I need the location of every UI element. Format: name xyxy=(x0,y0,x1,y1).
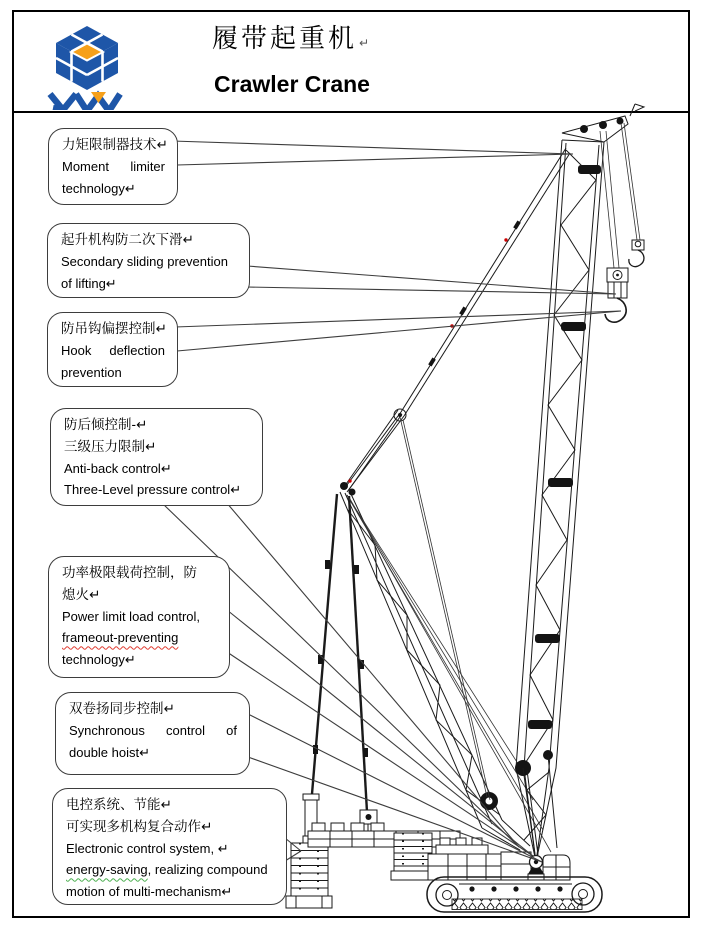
callout-text-line: 起升机构防二次下滑↵ xyxy=(61,232,194,247)
callout-text-line: technology↵ xyxy=(62,180,136,196)
callout-text-line: prevention xyxy=(61,364,122,380)
callout-text-line: motion of multi-mechanism↵ xyxy=(66,884,233,900)
crane-drawing xyxy=(286,104,644,912)
callout-text-line: double hoist↵ xyxy=(69,744,151,760)
callout-text-line: 力矩限制器技术↵ xyxy=(62,137,168,152)
callout-text-line: Electronic control system, ↵ xyxy=(66,840,229,856)
main-hook-block xyxy=(605,268,628,322)
aux-hook xyxy=(629,240,644,267)
callout-secondary-sliding-prevention xyxy=(47,223,250,298)
callout-power-limit-load-control xyxy=(48,556,230,678)
callout-leader-line xyxy=(177,154,573,165)
callout-anti-back-pressure-control xyxy=(50,408,263,506)
callout-text-line: 双卷扬同步控制↵ xyxy=(69,701,175,716)
callout-text-line: 三级压力限制↵ xyxy=(64,438,157,454)
callout-double-hoist-sync-control xyxy=(55,692,250,775)
callout-text-line: 可实现多机构复合动作↵ xyxy=(66,818,213,834)
callout-text-line: 电控系统、节能↵ xyxy=(66,797,172,812)
callout-text-line: Moment limiter xyxy=(62,158,165,174)
callout-text-line: 熄火↵ xyxy=(62,586,101,602)
main-boom xyxy=(516,140,604,862)
callout-text-line: 防后倾控制-↵ xyxy=(64,417,148,432)
boom-head xyxy=(562,104,644,142)
document-header xyxy=(12,18,572,103)
callout-hook-deflection-prevention xyxy=(47,312,178,387)
callout-leader-line xyxy=(177,311,621,351)
mast-strut xyxy=(340,409,406,496)
superlift-cables xyxy=(303,494,377,858)
callout-text-line: 功率极限载荷控制，防 xyxy=(62,565,197,580)
callout-moment-limiter xyxy=(48,128,178,205)
callout-text-line: Three-Level pressure control↵ xyxy=(64,482,242,498)
callout-text-line: of lifting↵ xyxy=(61,275,117,291)
callout-text-line: frameout-preventing xyxy=(62,630,179,646)
page-title-english: Crawler Crane xyxy=(214,71,370,97)
callout-text-line: Synchronous control of xyxy=(69,722,237,738)
callout-text-line: Secondary sliding prevention xyxy=(61,253,228,269)
callout-text-line: Power limit load control, xyxy=(62,608,200,624)
callout-leader-line xyxy=(247,287,616,294)
callout-text-line: technology↵ xyxy=(62,652,136,668)
callout-text-line: 防吊钩偏摆控制↵ xyxy=(61,321,167,336)
callout-leader-line xyxy=(247,266,616,294)
return-mark: ↵ xyxy=(358,36,373,50)
page-title-chinese: 履带起重机 ↵ xyxy=(211,23,373,53)
callout-text-line: energy-saving, realizing compound xyxy=(66,862,268,878)
crawler-track xyxy=(427,877,602,912)
callout-text-line: Hook deflection xyxy=(61,342,165,358)
callout-leader-line xyxy=(172,141,573,154)
callout-electronic-control-system xyxy=(52,788,287,905)
callout-text-line: Anti-back control↵ xyxy=(64,460,172,476)
derrick-mast xyxy=(340,492,530,850)
